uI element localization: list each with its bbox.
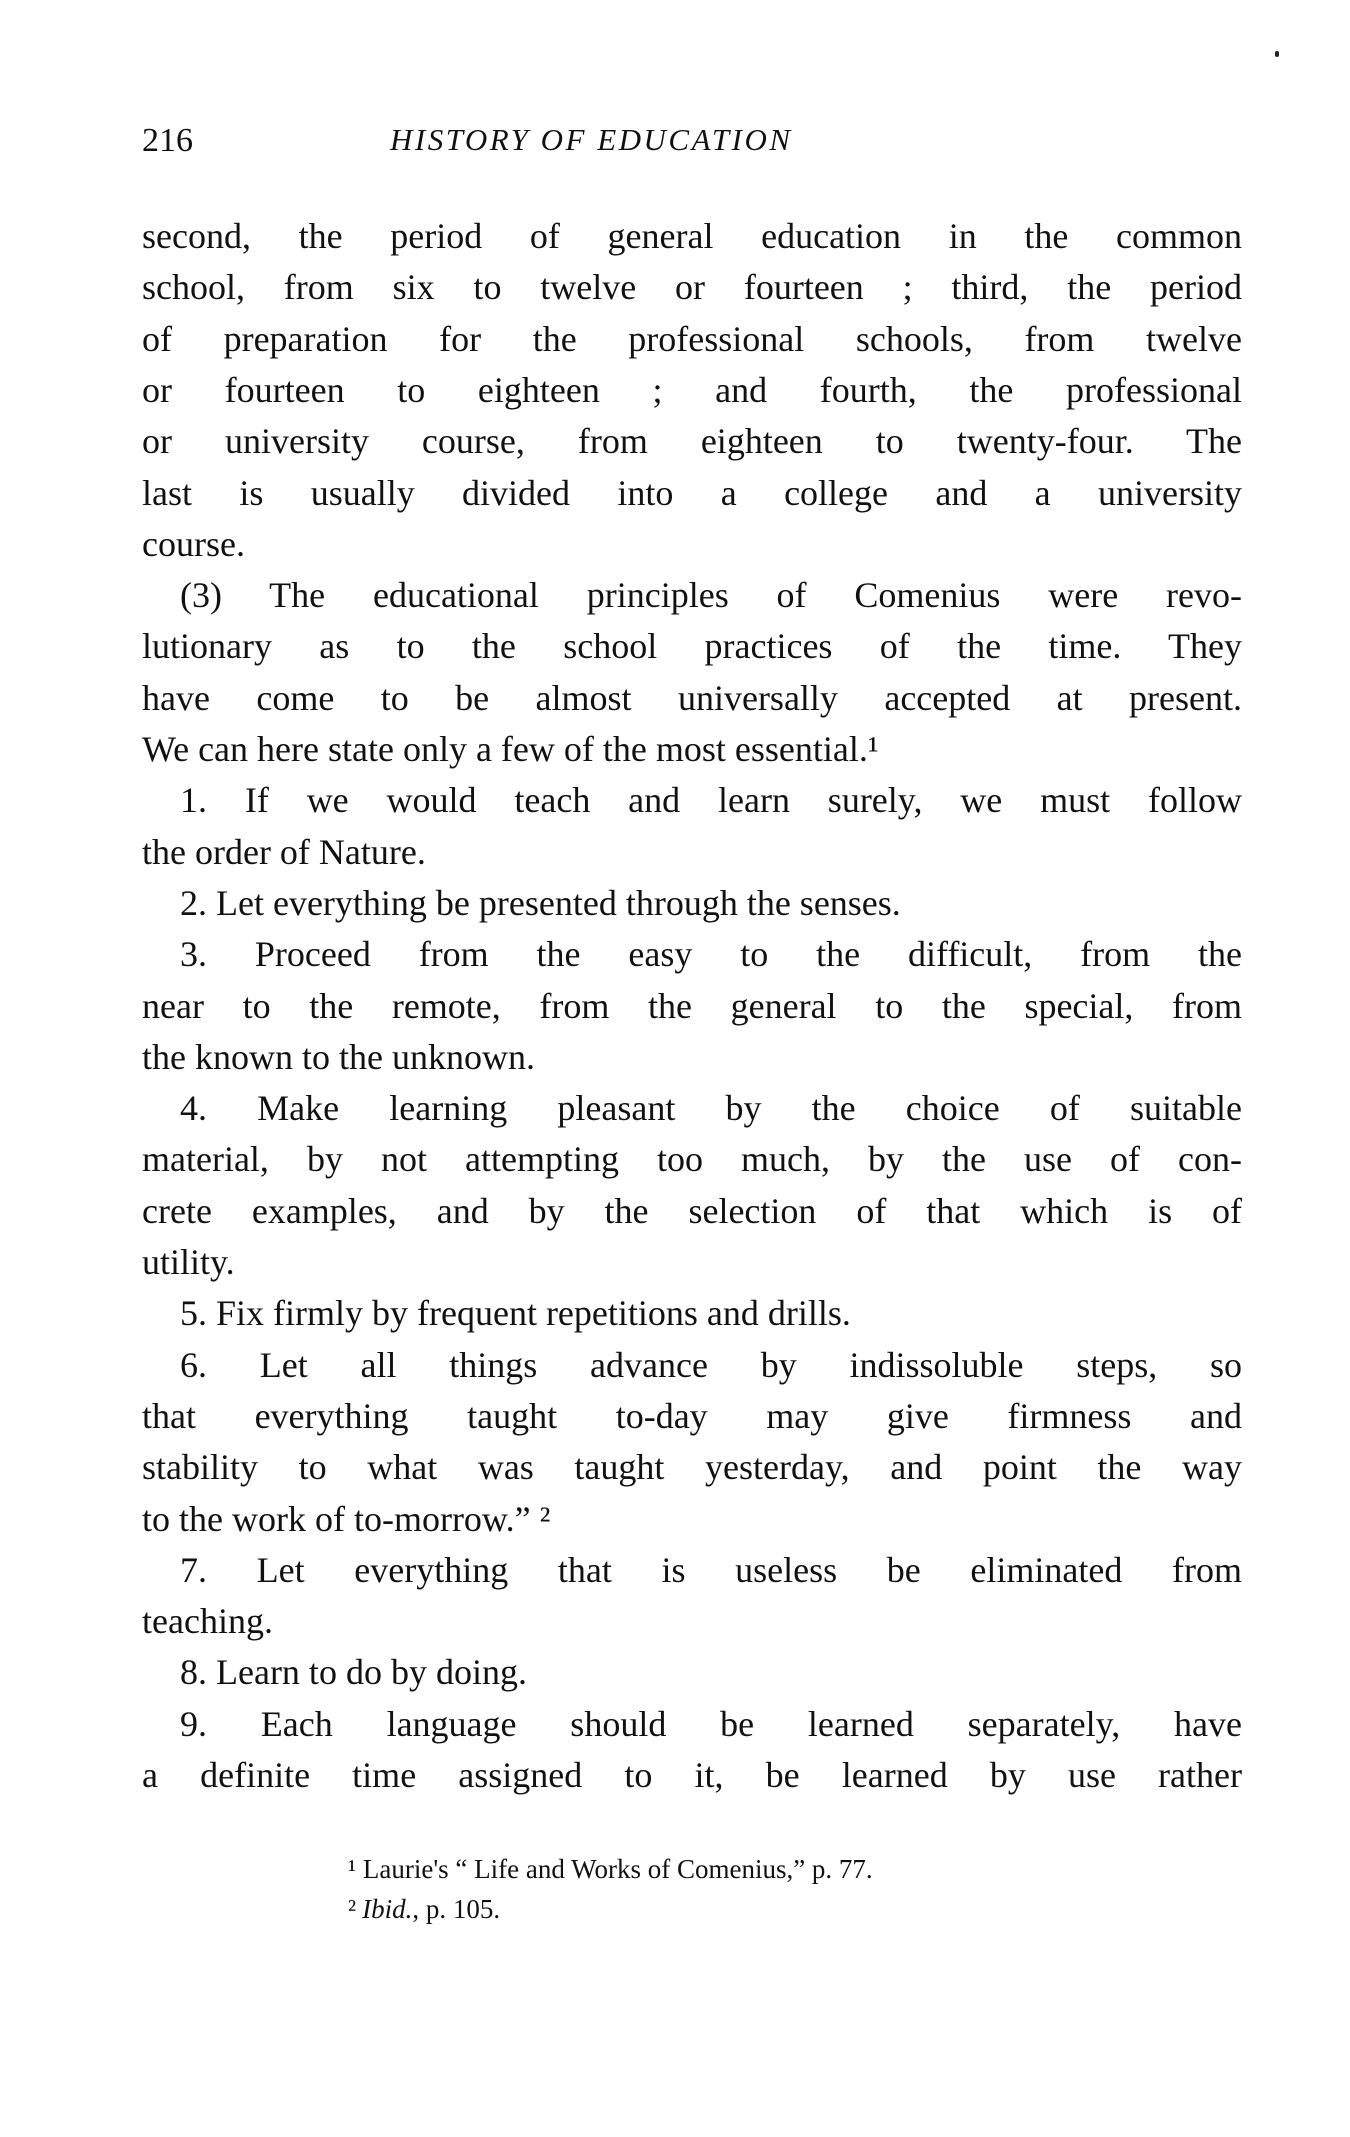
text-line: near to the remote, from the general to the special, from xyxy=(142,985,1242,1026)
text-line: second, the period of general education in the common xyxy=(142,216,1242,256)
text-line: the known to the unknown. xyxy=(142,1036,535,1077)
text-line: 2. Let everything be presented through the senses. xyxy=(180,882,901,923)
text-line: of preparation for the professional schools, from twelve xyxy=(142,318,1242,359)
text-line: or university course, from eighteen to twenty-four. The xyxy=(142,421,1242,462)
text-line: last is usually divided into a college and a university xyxy=(142,472,1242,513)
footnote-text: Laurie's “ Life and Works of Comenius,” p. 77. xyxy=(356,1854,873,1884)
text-line: We can here state only a few of the most essential.¹ xyxy=(142,729,879,769)
footnote-2 xyxy=(348,1892,500,1926)
text-line: crete examples, and by the selection of that which is of xyxy=(142,1190,1242,1231)
text-line: stability to what was taught yesterday, and point the way xyxy=(142,1447,1242,1488)
text-line: (3) The educational principles of Comenius were revo- xyxy=(180,575,1242,616)
text-line: lutionary as to the school practices of the time. They xyxy=(142,626,1242,667)
text-line: have come to be almost universally accepted at present. xyxy=(142,677,1242,718)
running-title: HISTORY OF EDUCATION xyxy=(390,122,793,157)
footnote-marker: ² xyxy=(348,1894,357,1924)
footnote-marker: ¹ xyxy=(348,1854,357,1884)
text-line: 9. Each language should be learned separately, have xyxy=(180,1703,1242,1744)
text-line: material, by not attempting too much, by the use of con- xyxy=(142,1139,1242,1180)
footnote-italic: Ibid. xyxy=(362,1894,413,1924)
text-line: 6. Let all things advance by indissoluble steps, so xyxy=(180,1344,1242,1385)
text-line: to the work of to-morrow.” ² xyxy=(142,1498,551,1539)
text-line: a definite time assigned to it, be learned by use rather xyxy=(142,1755,1242,1795)
footnote-text: , p. 105. xyxy=(412,1894,501,1924)
text-line: 1. If we would teach and learn surely, we must follow xyxy=(180,780,1242,821)
text-line: utility. xyxy=(142,1242,235,1282)
text-line: school, from six to twelve or fourteen ; third, the period xyxy=(142,267,1242,308)
text-line: 7. Let everything that is useless be eliminated from xyxy=(180,1549,1242,1590)
text-line: that everything taught to-day may give firmness and xyxy=(142,1395,1242,1436)
text-line: teaching. xyxy=(142,1601,273,1642)
print-speck xyxy=(1275,51,1279,57)
text-line: the order of Nature. xyxy=(142,831,426,872)
footnote-1 xyxy=(348,1852,873,1886)
text-line: 8. Learn to do by doing. xyxy=(180,1652,527,1693)
text-line: 4. Make learning pleasant by the choice of suitable xyxy=(180,1088,1242,1129)
text-line: 5. Fix firmly by frequent repetitions and drills. xyxy=(180,1293,851,1334)
page-number: 216 xyxy=(142,122,193,159)
text-line: 3. Proceed from the easy to the difficult, from the xyxy=(180,934,1242,975)
text-line: course. xyxy=(142,523,245,564)
text-line: or fourteen to eighteen ; and fourth, the professional xyxy=(142,369,1242,410)
